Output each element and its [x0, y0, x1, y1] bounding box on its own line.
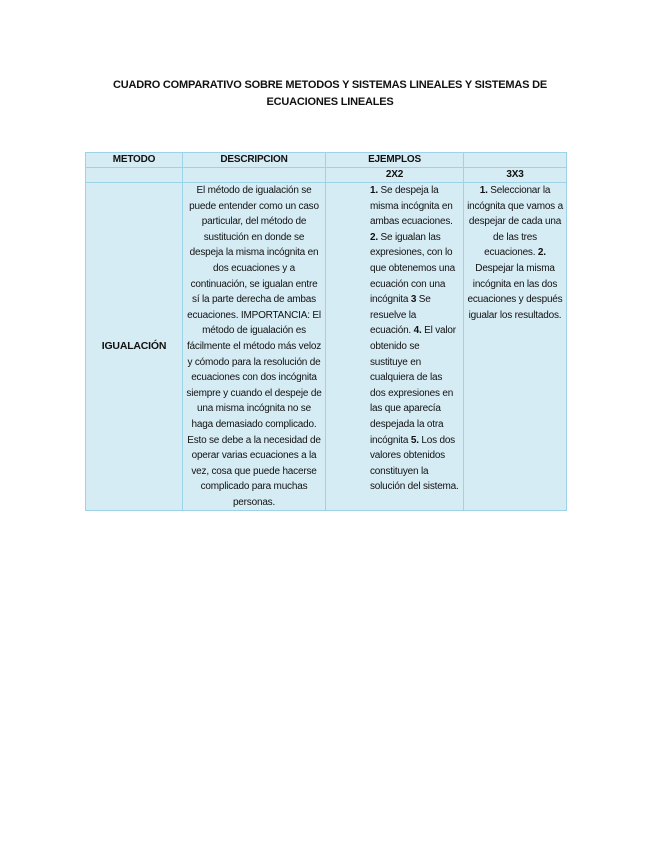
- step-number: 1.: [479, 185, 488, 196]
- method-description: [183, 183, 326, 511]
- step-number: 2.: [537, 247, 546, 259]
- subheader-3x3: 3X3: [464, 168, 567, 183]
- step-number: 2.: [370, 231, 378, 243]
- step-text: Despejar la misma incógnita en las dos ecuaciones y después igualar los resultados.: [467, 262, 563, 321]
- table-row: [86, 183, 567, 511]
- step-number: 3: [410, 294, 417, 306]
- step-text: Se igualan las expresiones, con lo que obtenemos una ecuación con una incógnita: [370, 231, 456, 306]
- document-title: [90, 77, 570, 111]
- subheader-empty-1: [86, 168, 183, 183]
- title-line-2: ECUACIONES LINEALES: [266, 96, 394, 108]
- title-line-1: CUADRO COMPARATIVO SOBRE METODOS Y SISTEMAS LINEALES Y SISTEMAS DE: [113, 79, 547, 91]
- header-row: [86, 153, 567, 168]
- header-empty: [464, 153, 567, 168]
- subheader-empty-2: [183, 168, 326, 183]
- description-text: El método de igualación se puede entender como un caso particular, del método de sustitución en donde se despeja la misma incógnita en dos ecuaciones y a continuación, se igualan entre sí la parte derecha de ambas ecuaciones.: [187, 185, 319, 321]
- step-text: El valor obtenido se sustituye en cualquiera de las dos expresiones en las que aparecía despejada la otra incógnita: [370, 325, 456, 446]
- step-text: Se resuelve la ecuación.: [370, 294, 431, 337]
- step-number: 1.: [370, 185, 378, 196]
- step-text: Los dos valores obtenidos constituyen la solución del sistema.: [370, 434, 459, 493]
- step-text: Seleccionar la incógnita que vamos a despejar de cada una de las tres ecuaciones.: [467, 185, 563, 259]
- example-2x2-steps: [326, 183, 464, 511]
- method-name: IGUALACIÓN: [86, 183, 183, 511]
- step-number: 5.: [410, 434, 419, 446]
- header-descripcion: DESCRIPCION: [183, 153, 326, 168]
- comparison-table: [85, 152, 567, 511]
- header-ejemplos: EJEMPLOS: [326, 153, 464, 168]
- importance-text: IMPORTANCIA: El método de igualación es fácilmente el método más veloz y cómodo para la resolución de ecuaciones con dos incógnita siempre y cuando el despeje de una misma incógnita no se haga demasiado complicado. Esto se debe a la necesidad de operar varias ecuaciones a la vez, cosa que puede hacerse complicado para muchas personas.: [186, 309, 322, 508]
- subheader-row: [86, 168, 567, 183]
- subheader-2x2: 2X2: [326, 168, 464, 183]
- header-metodo: METODO: [86, 153, 183, 168]
- example-3x3-steps: [464, 183, 567, 511]
- step-number: 4.: [413, 325, 422, 337]
- step-text: Se despeja la misma incógnita en ambas ecuaciones.: [370, 185, 453, 228]
